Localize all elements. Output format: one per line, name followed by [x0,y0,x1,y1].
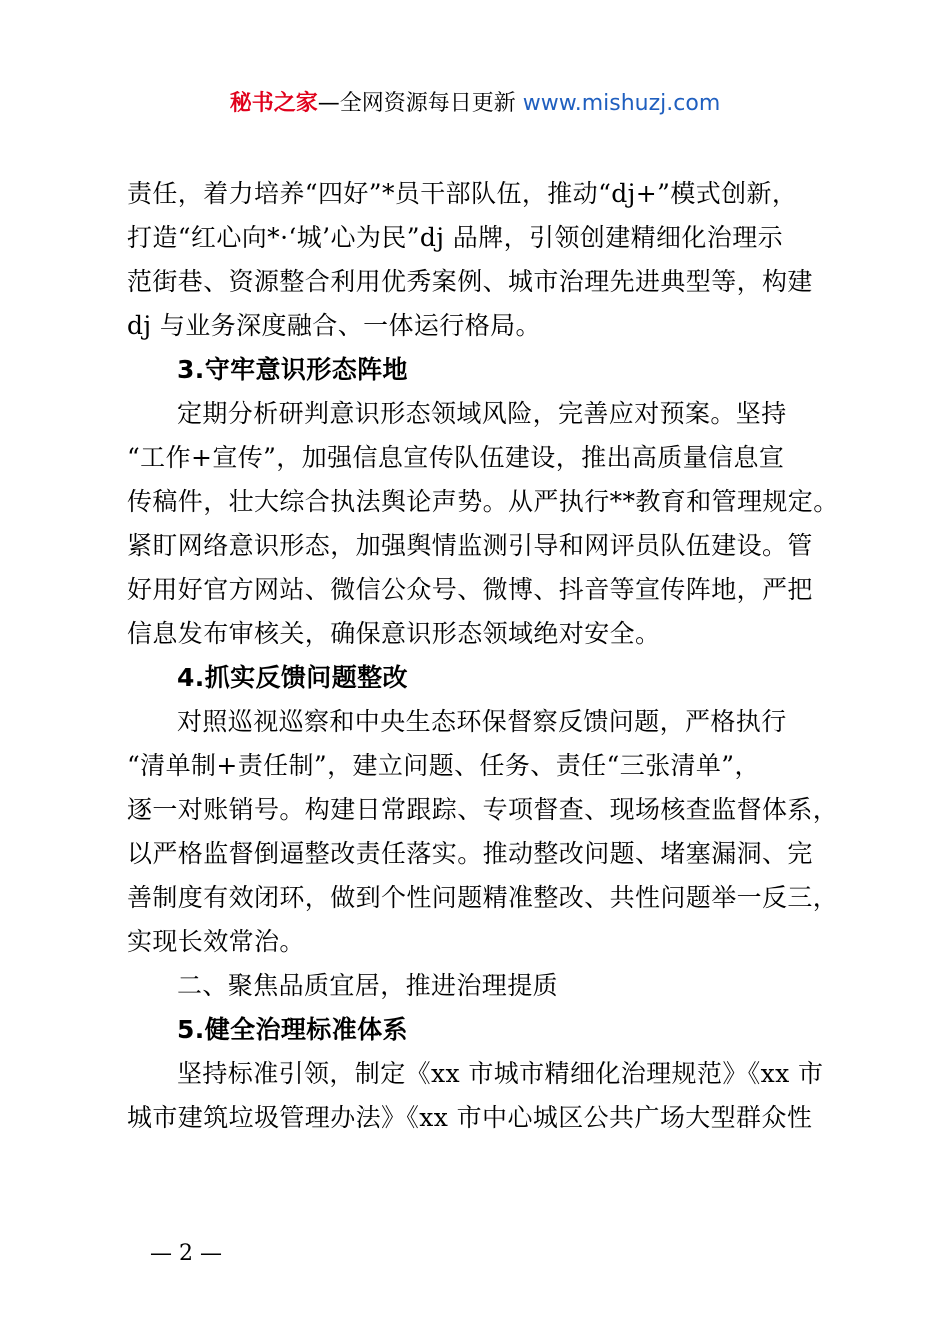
paragraph-line: “工作+宣传”，加强信息宣传队伍建设，推出高质量信息宣 [127,443,785,472]
paragraph-line: 对照巡视巡察和中央生态环保督察反馈问题，严格执行 [177,707,787,736]
paragraph-line: 定期分析研判意识形态领域风险，完善应对预案。坚持 [177,399,787,428]
section-heading-5: 5.健全治理标准体系 [177,1015,408,1044]
paragraph-line: 传稿件，壮大综合执法舆论声势。从严执行**教育和管理规定。 [127,487,839,516]
paragraph-line: 善制度有效闭环，做到个性问题精准整改、共性问题举一反三， [127,883,839,912]
paragraph-line: 范街巷、资源整合利用优秀案例、城市治理先进典型等，构建 [127,267,813,296]
paragraph-line: 信息发布审核关，确保意识形态领域绝对安全。 [127,619,661,648]
site-brand: 秘书之家 [229,91,318,116]
paragraph-line: 实现长效常治。 [127,927,305,956]
site-header [0,86,950,122]
section-heading-4: 4.抓实反馈问题整改 [177,663,408,692]
paragraph-line: 以严格监督倒逼整改责任落实。推动整改问题、堵塞漏洞、完 [127,839,813,868]
paragraph-line: dj 与业务深度融合、一体运行格局。 [127,311,541,340]
section-heading-3: 3.守牢意识形态阵地 [177,355,408,384]
paragraph-line: 逐一对账销号。构建日常跟踪、专项督查、现场核查监督体系， [127,795,839,824]
paragraph-line: 坚持标准引领，制定《xx 市城市精细化治理规范》《xx 市 [177,1059,824,1088]
site-url-link[interactable]: www.mishuzj.com [522,91,721,116]
page-number: — 2 — [150,1241,222,1266]
paragraph-line: 责任，着力培养“四好”*员干部队伍，推动“dj+”模式创新， [127,179,798,208]
paragraph-line: “清单制+责任制”，建立问题、任务、责任“三张清单”， [127,751,760,780]
paragraph-line: 城市建筑垃圾管理办法》《xx 市中心城区公共广场大型群众性 [127,1103,813,1132]
paragraph-line: 好用好官方网站、微信公众号、微博、抖音等宣传阵地，严把 [127,575,813,604]
paragraph-line: 紧盯网络意识形态，加强舆情监测引导和网评员队伍建设。管 [127,531,813,560]
paragraph-line: 打造“红心向*·‘城’心为民”dj 品牌，引领创建精细化治理示 [127,223,784,252]
chapter-heading-2: 二、聚焦品质宜居，推进治理提质 [177,971,559,1000]
site-tagline: —全网资源每日更新 [317,91,523,116]
document-body [127,172,867,1140]
